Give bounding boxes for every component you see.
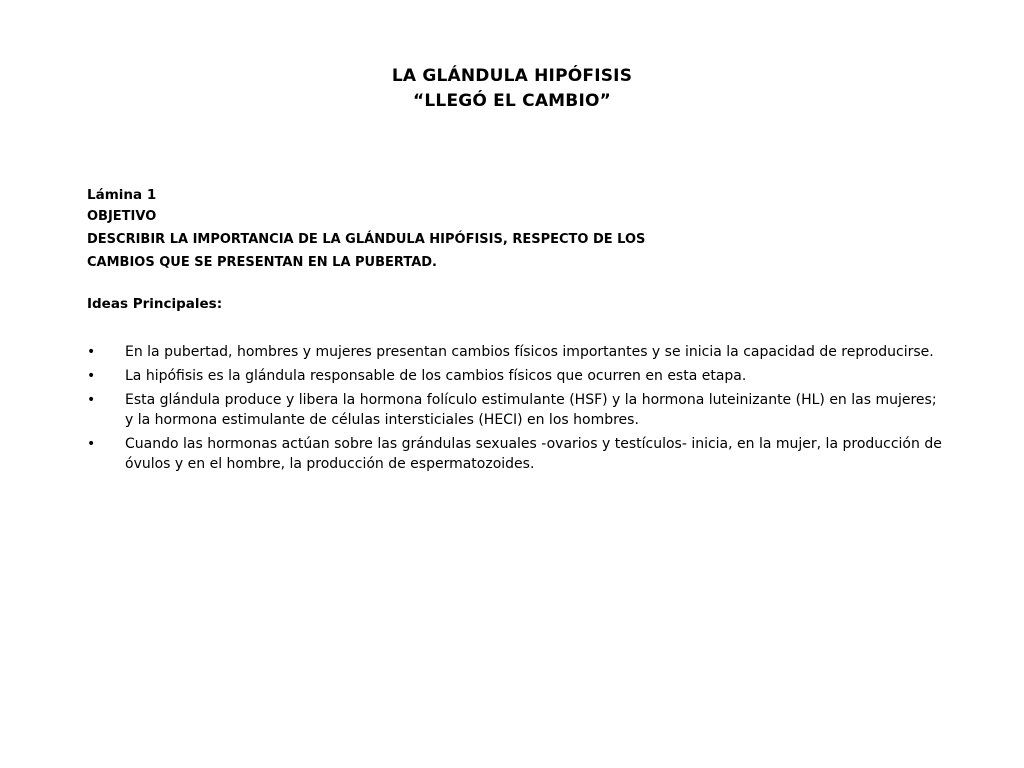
title-subtitle: “LLEGÓ EL CAMBIO” [413,91,611,111]
objective-line-2: CAMBIOS QUE SE PRESENTAN EN LA PUBERTAD. [87,255,437,270]
title-main: LA GLÁNDULA HIPÓFISIS [391,66,633,86]
objective-heading: OBJETIVO [87,209,157,224]
list-item [87,366,947,386]
bullet-icon: • [87,368,96,384]
list-item [87,434,947,474]
bullet-icon: • [87,392,96,408]
list-item [87,342,947,362]
list-item [87,390,947,430]
ideas-list [87,342,947,474]
bullet-text: En la pubertad, hombres y mujeres presentan cambios físicos importantes y se inicia la capacidad de reproducirse. [125,344,934,360]
slide-content [87,185,947,478]
ideas-heading: Ideas Principales: [87,296,223,312]
bullet-text: La hipófisis es la glándula responsable de los cambios físicos que ocurren en esta etapa. [125,368,747,384]
bullet-text: Cuando las hormonas actúan sobre las grándulas sexuales -ovarios y testículos- inicia, en la mujer, la producción de óvulos y en el hombre, la producción de espermatozoides. [125,436,942,472]
bullet-icon: • [87,344,96,360]
title-block [0,64,1024,114]
lamina-label: Lámina 1 [87,187,157,203]
bullet-text: Esta glándula produce y libera la hormona folículo estimulante (HSF) y la hormona luteinizante (HL) en las mujeres; y la hormona estimulante de células intersticiales (HECI) en los hombres. [125,392,937,428]
bullet-icon: • [87,436,96,452]
objective-line-1: DESCRIBIR LA IMPORTANCIA DE LA GLÁNDULA HIPÓFISIS, RESPECTO DE LOS [87,232,646,247]
